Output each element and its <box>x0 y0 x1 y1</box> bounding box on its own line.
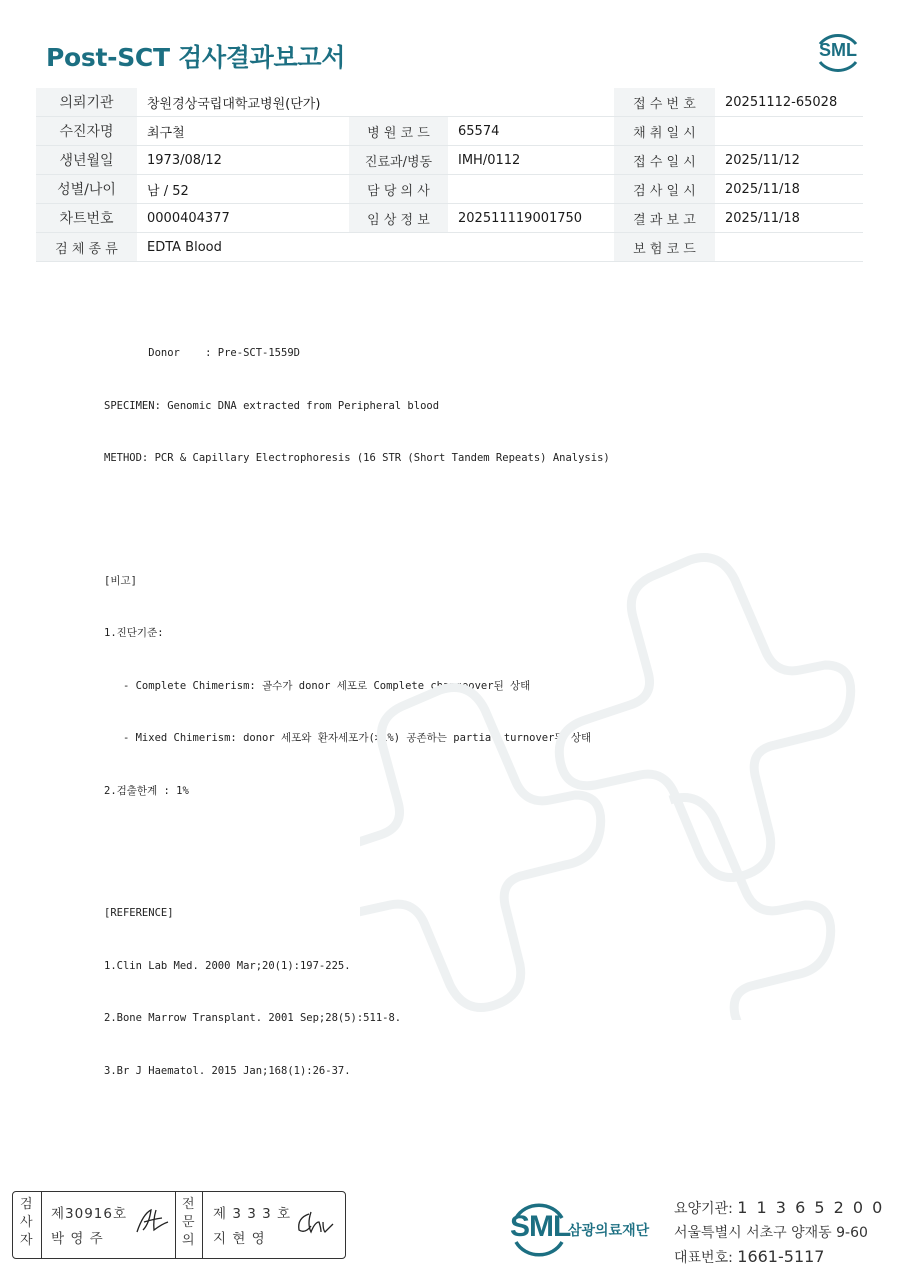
reference-item: 3.Br J Haematol. 2015 Jan;168(1):26-37. <box>104 1064 351 1077</box>
label-receipt-number: 접 수 번 호 <box>614 88 715 117</box>
specialist-cell <box>203 1192 343 1258</box>
institution-code-label: 요양기관: <box>674 1201 738 1217</box>
detection-limit: 2.검출한계 : 1% <box>104 784 189 797</box>
label-patient-name: 수진자명 <box>36 117 137 146</box>
reference-header: [REFERENCE] <box>104 907 174 919</box>
label-test-date: 검 사 일 시 <box>614 175 715 204</box>
signature-box <box>12 1191 346 1259</box>
value-clinical-info: 202511119001750 <box>448 204 614 233</box>
signature-icon <box>134 1206 172 1236</box>
tester-cell <box>42 1192 176 1258</box>
logo-text: SML <box>819 40 857 60</box>
donor-line: Donor : Pre-SCT-1559D <box>104 347 300 359</box>
label-attending-doctor: 담 당 의 사 <box>349 175 448 204</box>
reference-item: 1.Clin Lab Med. 2000 Mar;20(1):197-225. <box>104 959 351 972</box>
label-chart-number: 차트번호 <box>36 204 137 233</box>
report-title: Post-SCT 검사결과보고서 <box>46 43 346 72</box>
value-requesting-institution: 창원경상국립대학교병원(단가) <box>137 88 614 117</box>
specialist-label-char: 의 <box>182 1233 195 1248</box>
table-row <box>36 233 863 262</box>
value-receipt-date: 2025/11/12 <box>715 146 863 175</box>
tester-label-char: 자 <box>20 1233 33 1248</box>
label-insurance-code: 보 험 코 드 <box>614 233 715 262</box>
footer-contact <box>674 1196 884 1270</box>
label-department-ward: 진료과/병동 <box>349 146 448 175</box>
value-department-ward: IMH/0112 <box>448 146 614 175</box>
specialist-license-number: 제 3 3 3 호 <box>213 1206 292 1222</box>
criteria-title: 1.진단기준: <box>104 627 164 639</box>
institution-code: 1 1 3 6 5 2 0 0 <box>737 1198 885 1217</box>
value-hospital-code: 65574 <box>448 117 614 146</box>
value-patient-name: 최구철 <box>137 117 349 146</box>
value-sex-age: 남 / 52 <box>137 175 349 204</box>
specimen-line: SPECIMEN: Genomic DNA extracted from Peripheral blood <box>104 399 440 412</box>
specialist-label-char: 전 <box>182 1197 195 1212</box>
label-birth-date: 생년월일 <box>36 146 137 175</box>
criteria-mixed: - Mixed Chimerism: donor 세포와 환자세포가(>1%) 공존하는 partial turnover된 상태 <box>104 732 592 744</box>
label-specimen-type: 검 체 종 류 <box>36 233 137 262</box>
signature-icon <box>295 1208 335 1238</box>
tester-label-char: 사 <box>20 1215 33 1230</box>
value-test-date: 2025/11/18 <box>715 175 863 204</box>
address: 서울특별시 서초구 양재동 9-60 <box>674 1225 868 1241</box>
label-receipt-date: 접 수 일 시 <box>614 146 715 175</box>
value-birth-date: 1973/08/12 <box>137 146 349 175</box>
note-header: [비고] <box>104 574 137 587</box>
label-sex-age: 성별/나이 <box>36 175 137 204</box>
table-row <box>36 175 863 204</box>
specialist-label-cell <box>176 1192 203 1258</box>
specialist-label-char: 문 <box>182 1215 195 1230</box>
reference-item: 2.Bone Marrow Transplant. 2001 Sep;28(5):511-8. <box>104 1012 402 1024</box>
patient-info-table <box>36 88 863 262</box>
organization-name: 삼광의료재단 <box>568 1223 650 1239</box>
value-attending-doctor <box>448 175 614 204</box>
value-receipt-number: 20251112-65028 <box>715 88 863 117</box>
value-result-report: 2025/11/18 <box>715 204 863 233</box>
table-row <box>36 117 863 146</box>
cross-watermark-icon <box>360 540 860 1020</box>
specialist-name: 지 현 영 <box>213 1231 266 1247</box>
method-line: METHOD: PCR & Capillary Electrophoresis (16 STR (Short Tandem Repeats) Analysis) <box>104 452 610 464</box>
value-collection-date <box>715 117 863 146</box>
phone-label: 대표번호: <box>674 1250 738 1266</box>
label-requesting-institution: 의뢰기관 <box>36 88 137 117</box>
label-collection-date: 채 취 일 시 <box>614 117 715 146</box>
criteria-complete: - Complete Chimerism: 골수가 donor 세포로 Complete changeover된 상태 <box>104 679 531 692</box>
tester-label-char: 검 <box>20 1197 33 1212</box>
value-insurance-code <box>715 233 863 262</box>
label-clinical-info: 임 상 정 보 <box>349 204 448 233</box>
value-chart-number: 0000404377 <box>137 204 349 233</box>
table-row <box>36 204 863 233</box>
tester-label-cell <box>13 1192 42 1258</box>
label-hospital-code: 병 원 코 드 <box>349 117 448 146</box>
tester-name: 박 영 주 <box>51 1231 104 1247</box>
phone-number: 1661-5117 <box>737 1247 825 1266</box>
sml-logo <box>812 30 864 76</box>
table-row <box>36 88 863 117</box>
value-specimen-type: EDTA Blood <box>137 233 614 262</box>
tester-license-number: 제30916호 <box>51 1206 128 1222</box>
footer-logo-text: SML <box>510 1210 571 1243</box>
table-row <box>36 146 863 175</box>
label-result-report: 결 과 보 고 <box>614 204 715 233</box>
